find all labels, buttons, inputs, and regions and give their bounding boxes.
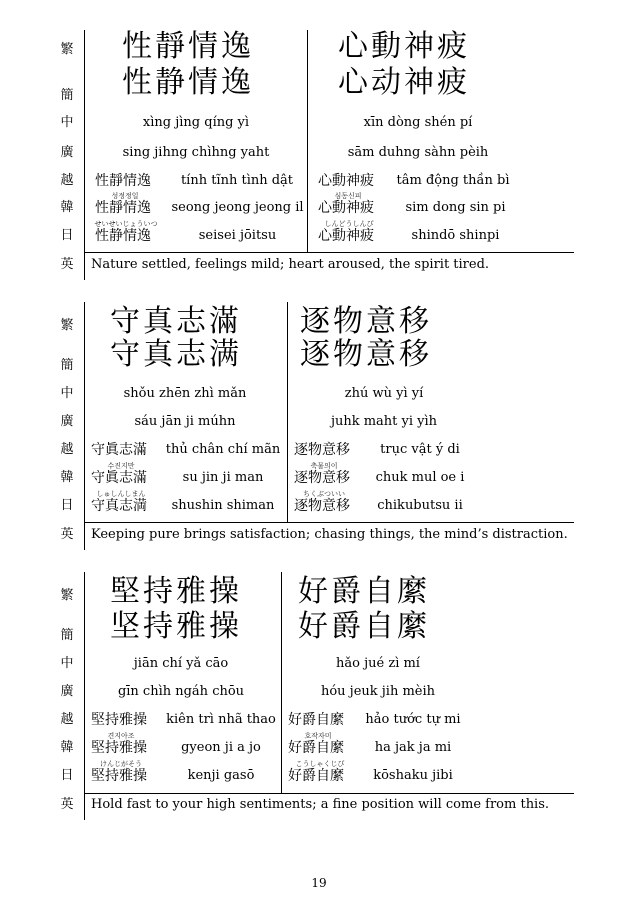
left-mandarin: shǒu zhēn zhì mǎn	[123, 386, 247, 401]
right-viet-han: 好爵自縻	[288, 712, 344, 728]
english-separator	[84, 522, 574, 523]
left-korean: gyeon ji a jo	[181, 740, 261, 755]
label-japanese: 日	[60, 498, 74, 513]
right-japanese-ruby: ちくぶついい	[303, 490, 345, 498]
right-cantonese: juhk maht yi yìh	[330, 414, 438, 429]
left-simplified: 守真志满	[110, 337, 242, 372]
label-korean: 韓	[60, 740, 74, 755]
label-vietnamese: 越	[60, 712, 74, 727]
label-english: 英	[60, 527, 74, 542]
label-mandarin: 中	[60, 656, 74, 671]
left-japanese: seisei jōitsu	[198, 228, 277, 243]
left-simplified: 坚持雅操	[110, 609, 242, 644]
left-japanese-ruby: せいせいじょういつ	[94, 220, 158, 228]
right-korean-ruby: 축물의이	[310, 462, 338, 470]
right-viet-han: 心動神疲	[318, 173, 374, 189]
right-cantonese: sām duhng sàhn pèih	[347, 145, 489, 160]
left-traditional: 堅持雅操	[110, 574, 242, 609]
english-separator	[84, 252, 574, 253]
right-simplified: 好爵自縻	[298, 609, 430, 644]
label-cantonese: 廣	[60, 684, 74, 699]
right-vietnamese: hảo tước tự mi	[365, 712, 461, 727]
label-mandarin: 中	[60, 386, 74, 401]
label-simplified: 簡	[60, 628, 74, 643]
right-korean-ruby: 호작자미	[304, 732, 332, 740]
right-japanese: kōshaku jibi	[373, 768, 453, 783]
left-mandarin: jiān chí yǎ cāo	[133, 656, 229, 671]
right-korean: ha jak ja mi	[374, 740, 452, 755]
left-japanese-ruby: しゅしんしまん	[96, 490, 146, 498]
left-rule	[84, 30, 85, 280]
label-cantonese: 廣	[60, 145, 74, 160]
left-japanese-han: 堅持雅操	[91, 768, 147, 784]
english-translation: Nature settled, feelings mild; heart aroused, the spirit tired.	[91, 257, 490, 272]
left-japanese-ruby: けんじがそう	[100, 760, 142, 768]
right-japanese: shindō shinpi	[411, 228, 500, 243]
left-rule	[84, 572, 85, 820]
right-korean-han: 逐物意移	[294, 470, 350, 486]
right-viet-han: 逐物意移	[294, 442, 350, 458]
left-japanese: shushin shiman	[171, 498, 275, 513]
english-translation: Hold fast to your high sentiments; a fine position will come from this.	[91, 797, 550, 812]
label-vietnamese: 越	[60, 173, 74, 188]
left-vietnamese: kiên trì nhã thao	[166, 712, 276, 727]
left-japanese: kenji gasō	[187, 768, 255, 783]
label-korean: 韓	[60, 200, 74, 215]
right-simplified: 逐物意移	[300, 337, 432, 372]
label-simplified: 簡	[60, 88, 74, 103]
left-cantonese: sáu jān ji múhn	[134, 414, 236, 429]
left-korean-ruby: 견지아조	[107, 732, 135, 740]
label-korean: 韓	[60, 470, 74, 485]
label-simplified: 簡	[60, 358, 74, 373]
left-korean-ruby: 수진지만	[107, 462, 135, 470]
column-divider	[307, 30, 308, 252]
left-cantonese: gīn chìh ngáh chōu	[117, 684, 245, 699]
column-divider	[287, 302, 288, 522]
left-japanese-han: 性静情逸	[95, 228, 151, 244]
left-vietnamese: tính tĩnh tình dật	[180, 173, 294, 188]
left-japanese-han: 守真志満	[91, 498, 147, 514]
left-simplified: 性静情逸	[122, 65, 254, 100]
label-english: 英	[60, 257, 74, 272]
column-divider	[281, 572, 282, 793]
left-mandarin: xìng jìng qíng yì	[142, 115, 250, 130]
right-japanese-han: 好爵自縻	[288, 768, 344, 784]
label-japanese: 日	[60, 768, 74, 783]
right-japanese: chikubutsu ii	[377, 498, 463, 513]
right-mandarin: xīn dòng shén pí	[363, 115, 473, 130]
right-japanese-ruby: こうしゃくじび	[295, 760, 345, 768]
right-korean: chuk mul oe i	[375, 470, 465, 485]
label-cantonese: 廣	[60, 414, 74, 429]
right-japanese-han: 逐物意移	[294, 498, 350, 514]
right-korean-ruby: 심동신피	[334, 192, 362, 200]
right-korean-han: 好爵自縻	[288, 740, 344, 756]
right-vietnamese: trục vật ý di	[380, 442, 460, 457]
right-mandarin: hǎo jué zì mí	[336, 656, 420, 671]
label-traditional: 繁	[60, 318, 74, 333]
left-rule	[84, 302, 85, 550]
left-korean-han: 堅持雅操	[91, 740, 147, 756]
left-traditional: 守真志滿	[110, 304, 242, 339]
left-vietnamese: thủ chân chí mãn	[165, 442, 281, 457]
left-korean: su jin ji man	[182, 470, 264, 485]
right-simplified: 心动神疲	[338, 65, 470, 100]
label-vietnamese: 越	[60, 442, 74, 457]
left-korean: seong jeong jeong il	[171, 200, 304, 215]
left-cantonese: sing jihng chìhng yaht	[122, 145, 270, 160]
right-cantonese: hóu jeuk jih mèih	[320, 684, 436, 699]
right-traditional: 心動神疲	[338, 29, 470, 64]
label-mandarin: 中	[60, 115, 74, 130]
right-korean: sim dong sin pi	[405, 200, 506, 215]
label-traditional: 繁	[60, 42, 74, 57]
english-translation: Keeping pure brings satisfaction; chasing things, the mind’s distraction.	[91, 527, 568, 542]
right-japanese-ruby: しんどうしんぴ	[324, 220, 374, 228]
right-traditional: 逐物意移	[300, 304, 432, 339]
right-korean-han: 心動神疲	[318, 200, 374, 216]
left-korean-ruby: 성정정일	[111, 192, 139, 200]
right-vietnamese: tâm động thần bì	[396, 173, 510, 188]
left-viet-han: 堅持雅操	[91, 712, 147, 728]
left-korean-han: 性靜情逸	[95, 200, 151, 216]
english-separator	[84, 793, 574, 794]
left-traditional: 性靜情逸	[122, 29, 254, 64]
right-japanese-han: 心動神疲	[318, 228, 374, 244]
label-traditional: 繁	[60, 588, 74, 603]
page-number: 19	[311, 876, 327, 890]
left-viet-han: 性靜情逸	[95, 173, 151, 189]
left-viet-han: 守眞志滿	[91, 442, 147, 458]
label-english: 英	[60, 797, 74, 812]
label-japanese: 日	[60, 228, 74, 243]
right-traditional: 好爵自縻	[298, 574, 430, 609]
right-mandarin: zhú wù yì yí	[344, 386, 424, 401]
left-korean-han: 守眞志滿	[91, 470, 147, 486]
